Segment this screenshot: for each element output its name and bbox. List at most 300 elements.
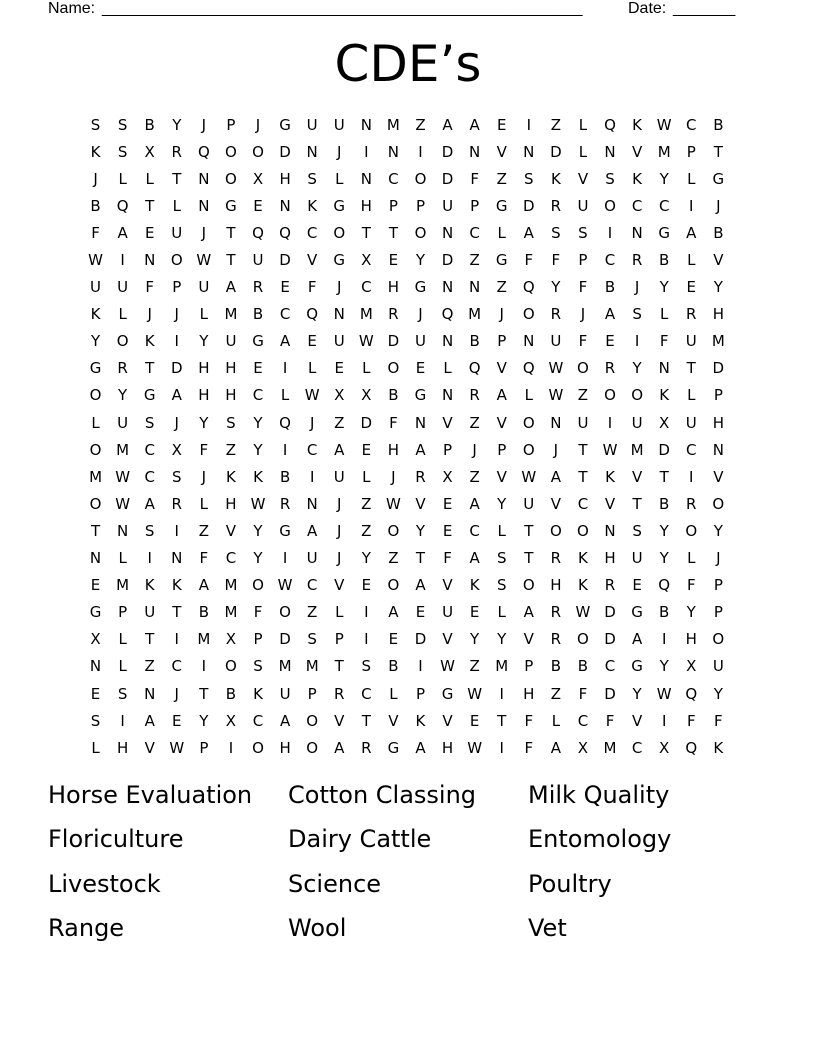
grid-letter: C <box>631 196 643 215</box>
word-bank <box>48 778 768 955</box>
grid-letter: I <box>364 142 369 161</box>
grid-letter: A <box>523 603 534 622</box>
grid-letter: N <box>279 196 291 215</box>
grid-letter: M <box>495 657 509 676</box>
grid-row <box>82 192 732 219</box>
grid-letter: Z <box>415 115 426 134</box>
grid-letter: I <box>418 142 423 161</box>
grid-letter: N <box>550 413 562 432</box>
grid-letter: Y <box>632 684 642 703</box>
grid-letter: Z <box>334 413 345 432</box>
grid-letter: F <box>605 711 615 730</box>
grid-letter: O <box>279 603 291 622</box>
grid-row <box>82 301 732 328</box>
grid-letter: U <box>333 467 345 486</box>
grid-letter: C <box>306 440 318 459</box>
grid-letter: I <box>499 684 504 703</box>
grid-letter: O <box>116 332 129 351</box>
grid-letter: S <box>496 576 507 595</box>
grid-letter: X <box>361 251 372 270</box>
grid-letter: P <box>713 603 723 622</box>
grid-letter: O <box>604 196 616 215</box>
grid-letter: R <box>686 494 697 513</box>
grid-letter: E <box>144 223 155 242</box>
grid-letter: T <box>199 684 209 703</box>
grid-letter: Q <box>279 413 291 432</box>
grid-letter: W <box>115 494 131 513</box>
grid-letter: F <box>91 223 100 242</box>
grid-letter: R <box>686 305 697 324</box>
grid-letter: Z <box>307 603 318 622</box>
grid-letter: U <box>442 196 454 215</box>
grid-letter: J <box>147 305 152 324</box>
grid-letter: I <box>364 630 369 649</box>
grid-letter: N <box>658 359 670 378</box>
grid-letter: V <box>496 467 507 486</box>
grid-letter: V <box>631 711 643 730</box>
grid-letter: Z <box>469 657 480 676</box>
grid-letter: N <box>144 251 156 270</box>
grid-letter: N <box>360 115 372 134</box>
grid-letter: Z <box>198 521 209 540</box>
grid-letter: R <box>117 359 128 378</box>
grid-letter: K <box>469 576 480 595</box>
grid-letter: I <box>661 711 667 730</box>
grid-letter: V <box>334 576 345 595</box>
grid-letter: Y <box>470 630 480 649</box>
grid-letter: J <box>418 305 423 324</box>
grid-letter: R <box>550 630 562 649</box>
grid-letter: A <box>523 223 534 242</box>
grid-letter: N <box>441 332 454 351</box>
grid-letter: T <box>361 223 371 242</box>
grid-letter: T <box>578 440 588 459</box>
grid-letter: A <box>144 711 155 730</box>
grid-letter: P <box>713 576 723 595</box>
grid-letter: V <box>577 169 589 188</box>
grid-letter: M <box>603 738 617 757</box>
grid-letter: N <box>117 521 129 540</box>
word-bank-item: Milk Quality <box>528 781 670 809</box>
grid-letter: S <box>578 223 588 242</box>
grid-letter: W <box>196 251 212 270</box>
grid-letter: V <box>334 711 345 730</box>
grid-letter: Q <box>685 738 698 757</box>
grid-letter: J <box>580 305 586 324</box>
grid-letter: N <box>360 169 372 188</box>
grid-row <box>82 545 732 572</box>
grid-letter: X <box>144 142 155 161</box>
grid-letter: G <box>441 684 454 703</box>
grid-letter: V <box>496 413 507 432</box>
grid-letter: P <box>470 196 480 215</box>
grid-letter: N <box>604 521 616 540</box>
grid-letter: Z <box>496 169 507 188</box>
grid-letter: I <box>607 413 613 432</box>
grid-letter: H <box>387 440 400 459</box>
grid-letter: O <box>225 169 237 188</box>
grid-letter: O <box>577 359 589 378</box>
grid-letter: L <box>118 305 127 324</box>
grid-letter: L <box>687 549 696 568</box>
grid-letter: S <box>632 305 642 324</box>
grid-row <box>82 572 732 599</box>
grid-letter: I <box>634 332 640 351</box>
grid-letter: D <box>523 196 535 215</box>
grid-letter: R <box>361 738 372 757</box>
grid-letter: I <box>309 467 315 486</box>
grid-letter: C <box>225 549 237 568</box>
grid-letter: Z <box>225 440 237 459</box>
grid-letter: H <box>279 738 291 757</box>
grid-letter: W <box>548 359 564 378</box>
grid-letter: E <box>253 196 263 215</box>
grid-letter: K <box>253 467 263 486</box>
grid-letter: O <box>631 386 643 405</box>
grid-letter: I <box>147 549 152 568</box>
grid-row <box>82 355 732 382</box>
grid-letter: G <box>143 386 156 405</box>
grid-letter: O <box>387 521 400 540</box>
grid-letter: Q <box>306 305 319 324</box>
grid-letter: I <box>526 115 531 134</box>
grid-letter: E <box>361 576 372 595</box>
grid-letter: Y <box>253 413 263 432</box>
grid-letter: D <box>279 251 291 270</box>
word-bank-item: Horse Evaluation <box>48 781 253 809</box>
grid-letter: A <box>550 467 561 486</box>
grid-letter: T <box>145 196 155 215</box>
grid-letter: S <box>524 169 534 188</box>
grid-letter: K <box>144 332 155 351</box>
grid-letter: S <box>144 413 155 432</box>
grid-letter: O <box>306 711 319 730</box>
grid-letter: V <box>631 142 643 161</box>
grid-letter: O <box>89 440 102 459</box>
grid-row <box>82 138 732 165</box>
grid-letter: N <box>333 305 345 324</box>
grid-letter: S <box>172 467 182 486</box>
grid-letter: N <box>306 494 318 513</box>
grid-letter: D <box>279 630 291 649</box>
grid-letter: Z <box>496 278 507 297</box>
grid-row <box>82 165 732 192</box>
grid-letter: N <box>441 278 454 297</box>
date-blank-line: _______ <box>673 0 736 17</box>
grid-letter: N <box>198 169 210 188</box>
grid-letter: H <box>225 359 237 378</box>
grid-letter: Q <box>685 684 698 703</box>
grid-letter: A <box>496 386 507 405</box>
grid-letter: A <box>225 278 237 297</box>
grid-letter: L <box>687 169 696 188</box>
grid-letter: L <box>497 521 506 540</box>
grid-letter: H <box>712 413 724 432</box>
grid-letter: V <box>496 359 507 378</box>
grid-letter: I <box>201 657 207 676</box>
grid-letter: K <box>578 576 588 595</box>
grid-letter: F <box>578 684 588 703</box>
grid-letter: Y <box>199 332 209 351</box>
grid-letter: I <box>174 630 179 649</box>
grid-letter: A <box>334 440 345 459</box>
grid-letter: O <box>414 169 427 188</box>
grid-letter: L <box>118 549 127 568</box>
grid-letter: T <box>524 549 534 568</box>
grid-letter: Y <box>713 521 723 540</box>
grid-letter: H <box>360 196 372 215</box>
grid-letter: U <box>523 494 535 513</box>
grid-letter: W <box>440 657 455 676</box>
grid-letter: Y <box>659 549 669 568</box>
grid-letter: U <box>144 603 156 622</box>
grid-letter: V <box>144 738 155 757</box>
grid-letter: Y <box>497 630 507 649</box>
grid-letter: S <box>117 115 128 134</box>
grid-letter: K <box>171 576 182 595</box>
grid-letter: U <box>631 549 643 568</box>
grid-letter: C <box>388 169 399 188</box>
grid-letter: O <box>685 521 698 540</box>
grid-letter: E <box>469 711 480 730</box>
grid-letter: V <box>415 494 426 513</box>
word-search-grid <box>82 111 732 761</box>
grid-letter: N <box>144 684 156 703</box>
grid-row <box>82 111 732 138</box>
grid-letter: O <box>712 630 725 649</box>
grid-letter: E <box>280 278 290 297</box>
grid-letter: P <box>578 251 588 270</box>
grid-letter: C <box>469 223 480 242</box>
grid-letter: D <box>658 440 670 459</box>
grid-letter: F <box>253 603 263 622</box>
grid-letter: C <box>686 440 697 459</box>
grid-letter: F <box>145 278 155 297</box>
grid-letter: S <box>307 169 317 188</box>
grid-letter: Y <box>90 332 101 351</box>
grid-letter: U <box>90 278 102 297</box>
grid-letter: M <box>359 305 373 324</box>
grid-letter: V <box>442 630 453 649</box>
grid-letter: R <box>550 305 562 324</box>
grid-letter: U <box>117 413 129 432</box>
word-bank-item: Poultry <box>528 869 612 898</box>
grid-letter: S <box>226 413 236 432</box>
grid-letter: W <box>656 684 672 703</box>
grid-letter: T <box>172 169 182 188</box>
grid-letter: N <box>631 223 643 242</box>
grid-letter: E <box>334 359 344 378</box>
grid-letter: J <box>337 549 342 568</box>
grid-letter: P <box>334 630 344 649</box>
grid-letter: R <box>279 494 291 513</box>
grid-letter: Z <box>144 657 155 676</box>
grid-letter: U <box>442 603 454 622</box>
grid-letter: H <box>198 359 210 378</box>
grid-letter: E <box>605 332 615 351</box>
grid-letter: G <box>333 251 346 270</box>
grid-letter: X <box>659 413 670 432</box>
grid-row <box>82 246 732 273</box>
grid-letter: S <box>361 657 372 676</box>
grid-letter: W <box>277 576 293 595</box>
grid-letter: N <box>469 142 481 161</box>
grid-letter: P <box>443 440 453 459</box>
grid-letter: W <box>656 115 672 134</box>
grid-letter: U <box>279 684 291 703</box>
grid-letter: Y <box>199 413 209 432</box>
grid-letter: V <box>713 251 724 270</box>
grid-letter: K <box>632 169 643 188</box>
grid-letter: I <box>364 603 369 622</box>
grid-letter: T <box>226 251 236 270</box>
grid-row <box>82 680 732 707</box>
grid-letter: I <box>689 467 694 486</box>
grid-letter: U <box>252 251 264 270</box>
grid-letter: S <box>144 521 155 540</box>
grid-letter: T <box>659 467 669 486</box>
grid-letter: O <box>306 738 319 757</box>
grid-letter: Z <box>469 413 480 432</box>
grid-letter: K <box>632 115 643 134</box>
grid-letter: O <box>712 494 725 513</box>
grid-letter: L <box>199 305 209 324</box>
grid-letter: Z <box>469 467 480 486</box>
grid-letter: O <box>522 413 535 432</box>
grid-letter: P <box>415 684 425 703</box>
grid-letter: W <box>575 603 591 622</box>
grid-letter: Y <box>497 494 507 513</box>
grid-letter: E <box>496 115 507 134</box>
grid-letter: W <box>467 738 483 757</box>
grid-letter: B <box>198 603 209 622</box>
grid-letter: M <box>305 657 319 676</box>
grid-letter: L <box>362 467 371 486</box>
date-label: Date: <box>628 0 667 17</box>
page-title: CDE’s <box>334 35 482 93</box>
grid-letter: L <box>172 196 181 215</box>
grid-letter: O <box>414 223 427 242</box>
grid-letter: X <box>686 657 697 676</box>
grid-letter: D <box>414 630 427 649</box>
grid-letter: N <box>441 223 454 242</box>
grid-row <box>82 734 732 761</box>
grid-letter: A <box>307 521 318 540</box>
grid-letter: R <box>171 142 182 161</box>
word-bank-item: Entomology <box>528 825 672 854</box>
grid-letter: J <box>93 169 98 188</box>
grid-letter: H <box>441 738 454 757</box>
grid-letter: A <box>279 332 291 351</box>
grid-letter: R <box>604 576 616 595</box>
grid-letter: T <box>145 359 155 378</box>
grid-letter: T <box>578 467 588 486</box>
grid-letter: A <box>442 115 453 134</box>
grid-letter: R <box>550 196 562 215</box>
grid-letter: A <box>550 738 561 757</box>
grid-letter: Y <box>415 251 426 270</box>
grid-letter: B <box>659 494 670 513</box>
grid-letter: D <box>441 169 454 188</box>
grid-letter: C <box>361 684 372 703</box>
grid-letter: C <box>306 223 318 242</box>
grid-letter: N <box>387 142 400 161</box>
grid-letter: K <box>415 711 426 730</box>
grid-letter: U <box>577 413 589 432</box>
grid-letter: B <box>252 305 264 324</box>
grid-letter: Y <box>172 115 182 134</box>
grid-letter: M <box>224 305 238 324</box>
grid-letter: Y <box>713 278 723 297</box>
grid-letter: C <box>171 657 183 676</box>
grid-letter: K <box>659 386 670 405</box>
grid-letter: F <box>307 278 317 297</box>
grid-letter: G <box>631 603 643 622</box>
grid-letter: D <box>604 630 616 649</box>
grid-letter: N <box>198 196 210 215</box>
grid-letter: O <box>549 521 562 540</box>
grid-letter: E <box>253 359 263 378</box>
grid-letter: M <box>386 115 400 134</box>
grid-letter: T <box>415 549 426 568</box>
grid-letter: O <box>577 521 589 540</box>
grid-letter: F <box>714 711 723 730</box>
grid-letter: P <box>497 440 507 459</box>
grid-letter: Y <box>199 711 209 730</box>
grid-letter: D <box>550 142 562 161</box>
grid-letter: G <box>658 223 670 242</box>
grid-letter: Y <box>659 169 669 188</box>
grid-letter: D <box>441 251 454 270</box>
grid-letter: M <box>630 440 644 459</box>
grid-letter: E <box>388 630 399 649</box>
grid-letter: X <box>361 386 372 405</box>
grid-letter: E <box>442 494 453 513</box>
grid-letter: W <box>602 440 618 459</box>
grid-letter: S <box>253 657 263 676</box>
grid-letter: I <box>228 738 234 757</box>
grid-letter: H <box>712 305 724 324</box>
grid-letter: C <box>604 657 616 676</box>
grid-letter: Q <box>279 223 291 242</box>
grid-letter: O <box>522 576 535 595</box>
grid-letter: V <box>713 467 724 486</box>
grid-letter: K <box>307 196 318 215</box>
grid-row <box>82 517 732 544</box>
grid-letter: T <box>388 223 398 242</box>
grid-letter: W <box>115 467 131 486</box>
grid-letter: J <box>391 467 396 486</box>
grid-letter: I <box>689 196 694 215</box>
grid-letter: L <box>578 115 588 134</box>
grid-letter: W <box>521 467 537 486</box>
word-bank-item: Vet <box>528 913 567 942</box>
grid-letter: W <box>467 684 483 703</box>
grid-letter: J <box>201 115 207 134</box>
grid-letter: H <box>387 278 400 297</box>
grid-letter: H <box>225 386 237 405</box>
grid-letter: A <box>415 440 426 459</box>
grid-letter: J <box>337 142 342 161</box>
grid-letter: W <box>169 738 185 757</box>
grid-letter: W <box>385 494 401 513</box>
grid-letter: L <box>280 386 290 405</box>
grid-letter: J <box>337 278 342 297</box>
grid-letter: V <box>307 251 318 270</box>
grid-row <box>82 409 732 436</box>
grid-letter: G <box>225 196 237 215</box>
grid-letter: Y <box>551 278 561 297</box>
